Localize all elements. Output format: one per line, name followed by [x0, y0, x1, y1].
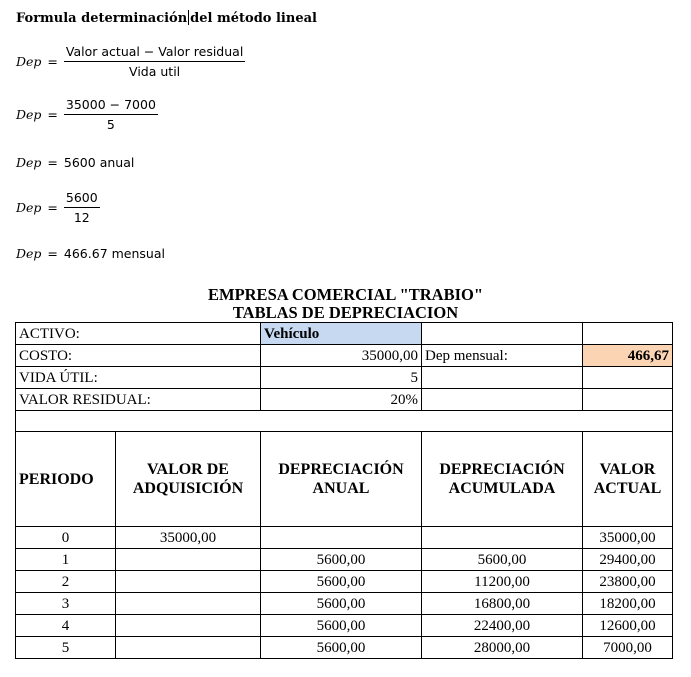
equation-monthly-fraction [16, 190, 100, 225]
equation-lhs: Dep [16, 200, 42, 215]
empty-cell [422, 389, 583, 411]
table-row [16, 527, 673, 549]
vida-util-value: 5 [261, 367, 422, 389]
dep-mensual-value: 466,67 [583, 345, 673, 367]
actual-cell: 12600,00 [583, 615, 673, 637]
adquisicion-cell [116, 637, 261, 659]
valor-residual-label: VALOR RESIDUAL: [16, 389, 261, 411]
equation-lhs: Dep [16, 107, 42, 122]
costo-label: COSTO: [16, 345, 261, 367]
table-row [16, 571, 673, 593]
header-depreciacion-acumulada: DEPRECIACIÓN ACUMULADA [422, 432, 583, 527]
anual-cell: 5600,00 [261, 637, 422, 659]
activo-label: ACTIVO: [16, 323, 261, 345]
fraction [64, 190, 100, 225]
acumulada-cell: 16800,00 [422, 593, 583, 615]
info-row-activo [16, 323, 673, 345]
header-periodo: PERIODO [16, 432, 116, 527]
equals-sign: = [47, 54, 58, 69]
anual-cell: 5600,00 [261, 615, 422, 637]
heading-text-end: del método lineal [190, 11, 317, 26]
equation-lhs: Dep [16, 54, 42, 69]
equation-lhs: Dep [16, 246, 42, 261]
header-valor-actual: VALOR ACTUAL [583, 432, 673, 527]
equals-sign: = [47, 246, 58, 261]
periodo-cell: 2 [16, 571, 116, 593]
fraction [64, 44, 245, 79]
actual-cell: 18200,00 [583, 593, 673, 615]
adquisicion-cell [116, 549, 261, 571]
equals-sign: = [47, 155, 58, 170]
fraction-numerator: 5600 [64, 190, 100, 208]
column-header-row [16, 432, 673, 527]
heading-text-start: Formula determinación [16, 11, 188, 26]
table-title: TABLAS DE DEPRECIACION [232, 303, 459, 322]
anual-cell: 5600,00 [261, 549, 422, 571]
table-row [16, 615, 673, 637]
empty-cell [422, 367, 583, 389]
equation-lhs: Dep [16, 155, 42, 170]
fraction-denominator: 5 [106, 117, 115, 132]
info-row-vida-util [16, 367, 673, 389]
actual-cell: 23800,00 [583, 571, 673, 593]
acumulada-cell [422, 527, 583, 549]
fraction-denominator: Vida util [129, 64, 181, 79]
periodo-cell: 5 [16, 637, 116, 659]
acumulada-cell: 22400,00 [422, 615, 583, 637]
annual-result: 5600 anual [63, 155, 135, 170]
fraction-numerator: 35000 − 7000 [64, 97, 158, 115]
periodo-cell: 1 [16, 549, 116, 571]
adquisicion-cell [116, 615, 261, 637]
table-row [16, 549, 673, 571]
acumulada-cell: 5600,00 [422, 549, 583, 571]
formula-heading [16, 10, 317, 26]
periodo-cell: 0 [16, 527, 116, 549]
equals-sign: = [47, 107, 58, 122]
company-title: EMPRESA COMERCIAL "TRABIO" [207, 285, 484, 304]
valor-residual-value: 20% [261, 389, 422, 411]
activo-value: Vehículo [261, 323, 422, 345]
periodo-cell: 3 [16, 593, 116, 615]
adquisicion-cell [116, 571, 261, 593]
depreciation-table [15, 322, 673, 659]
empty-cell [16, 411, 673, 432]
empty-cell [583, 367, 673, 389]
equals-sign: = [47, 200, 58, 215]
table-row [16, 637, 673, 659]
equation-general [16, 44, 245, 79]
adquisicion-cell: 35000,00 [116, 527, 261, 549]
anual-cell: 5600,00 [261, 593, 422, 615]
fraction [64, 97, 158, 132]
actual-cell: 29400,00 [583, 549, 673, 571]
acumulada-cell: 11200,00 [422, 571, 583, 593]
acumulada-cell: 28000,00 [422, 637, 583, 659]
equation-annual [16, 155, 134, 170]
fraction-denominator: 12 [73, 210, 90, 225]
periodo-cell: 4 [16, 615, 116, 637]
dep-mensual-label: Dep mensual: [422, 345, 583, 367]
monthly-result: 466.67 mensual [63, 246, 165, 261]
actual-cell: 7000,00 [583, 637, 673, 659]
header-valor-adquisicion: VALOR DE ADQUISICIÓN [116, 432, 261, 527]
anual-cell: 5600,00 [261, 571, 422, 593]
empty-cell [583, 323, 673, 345]
anual-cell [261, 527, 422, 549]
fraction-numerator: Valor actual − Valor residual [64, 44, 245, 62]
equation-substituted [16, 97, 158, 132]
actual-cell: 35000,00 [583, 527, 673, 549]
table-row [16, 593, 673, 615]
header-depreciacion-anual: DEPRECIACIÓN ANUAL [261, 432, 422, 527]
adquisicion-cell [116, 593, 261, 615]
vida-util-label: VIDA ÚTIL: [16, 367, 261, 389]
blank-row [16, 411, 673, 432]
empty-cell [583, 389, 673, 411]
info-row-valor-residual [16, 389, 673, 411]
equation-monthly [16, 246, 165, 261]
empty-cell [422, 323, 583, 345]
costo-value: 35000,00 [261, 345, 422, 367]
info-row-costo [16, 345, 673, 367]
